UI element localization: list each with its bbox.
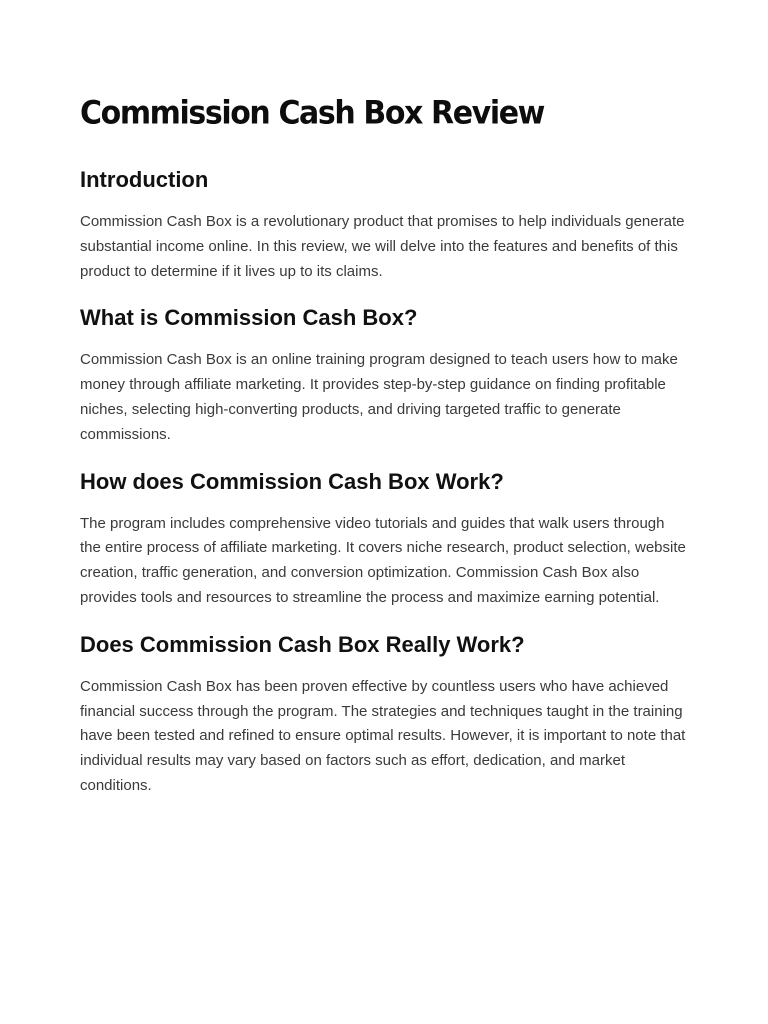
section-how-it-works	[80, 468, 688, 611]
section-heading: How does Commission Cash Box Work?	[80, 468, 504, 494]
section-paragraph: Commission Cash Box is an online training program designed to teach users how to make money through affiliate marketing. It provides step-by-step guidance on finding profitable niches, selecting high-converting products, and driving targeted traffic to generate commissions.	[80, 351, 678, 443]
section-paragraph: Commission Cash Box is a revolutionary product that promises to help individuals generate substantial income online. In this review, we will delve into the features and benefits of this product to determine if it lives up to its claims.	[80, 213, 685, 280]
section-heading: Introduction	[80, 167, 209, 192]
section-paragraph: The program includes comprehensive video tutorials and guides that walk users through the entire process of affiliate marketing. It covers niche research, product selection, website creation, traffic generation, and conversion optimization. Commission Cash Box also provides tools and resources to streamline the process and maximize earning potential.	[80, 514, 686, 606]
section-paragraph: Commission Cash Box has been proven effective by countless users who have achieved financial success through the program. The strategies and techniques taught in the training have been tested and refined to ensure optimal results. However, it is important to note that individual results may vary based on factors such as effort, dedication, and market conditions.	[80, 677, 686, 794]
section-heading: Does Commission Cash Box Really Work?	[80, 631, 525, 657]
section-what-is	[80, 304, 688, 447]
section-heading: What is Commission Cash Box?	[80, 305, 418, 331]
document-title: Commission Cash Box Review	[80, 94, 544, 133]
section-introduction	[80, 166, 688, 284]
section-does-it-work	[80, 631, 688, 799]
document-page	[80, 92, 688, 819]
